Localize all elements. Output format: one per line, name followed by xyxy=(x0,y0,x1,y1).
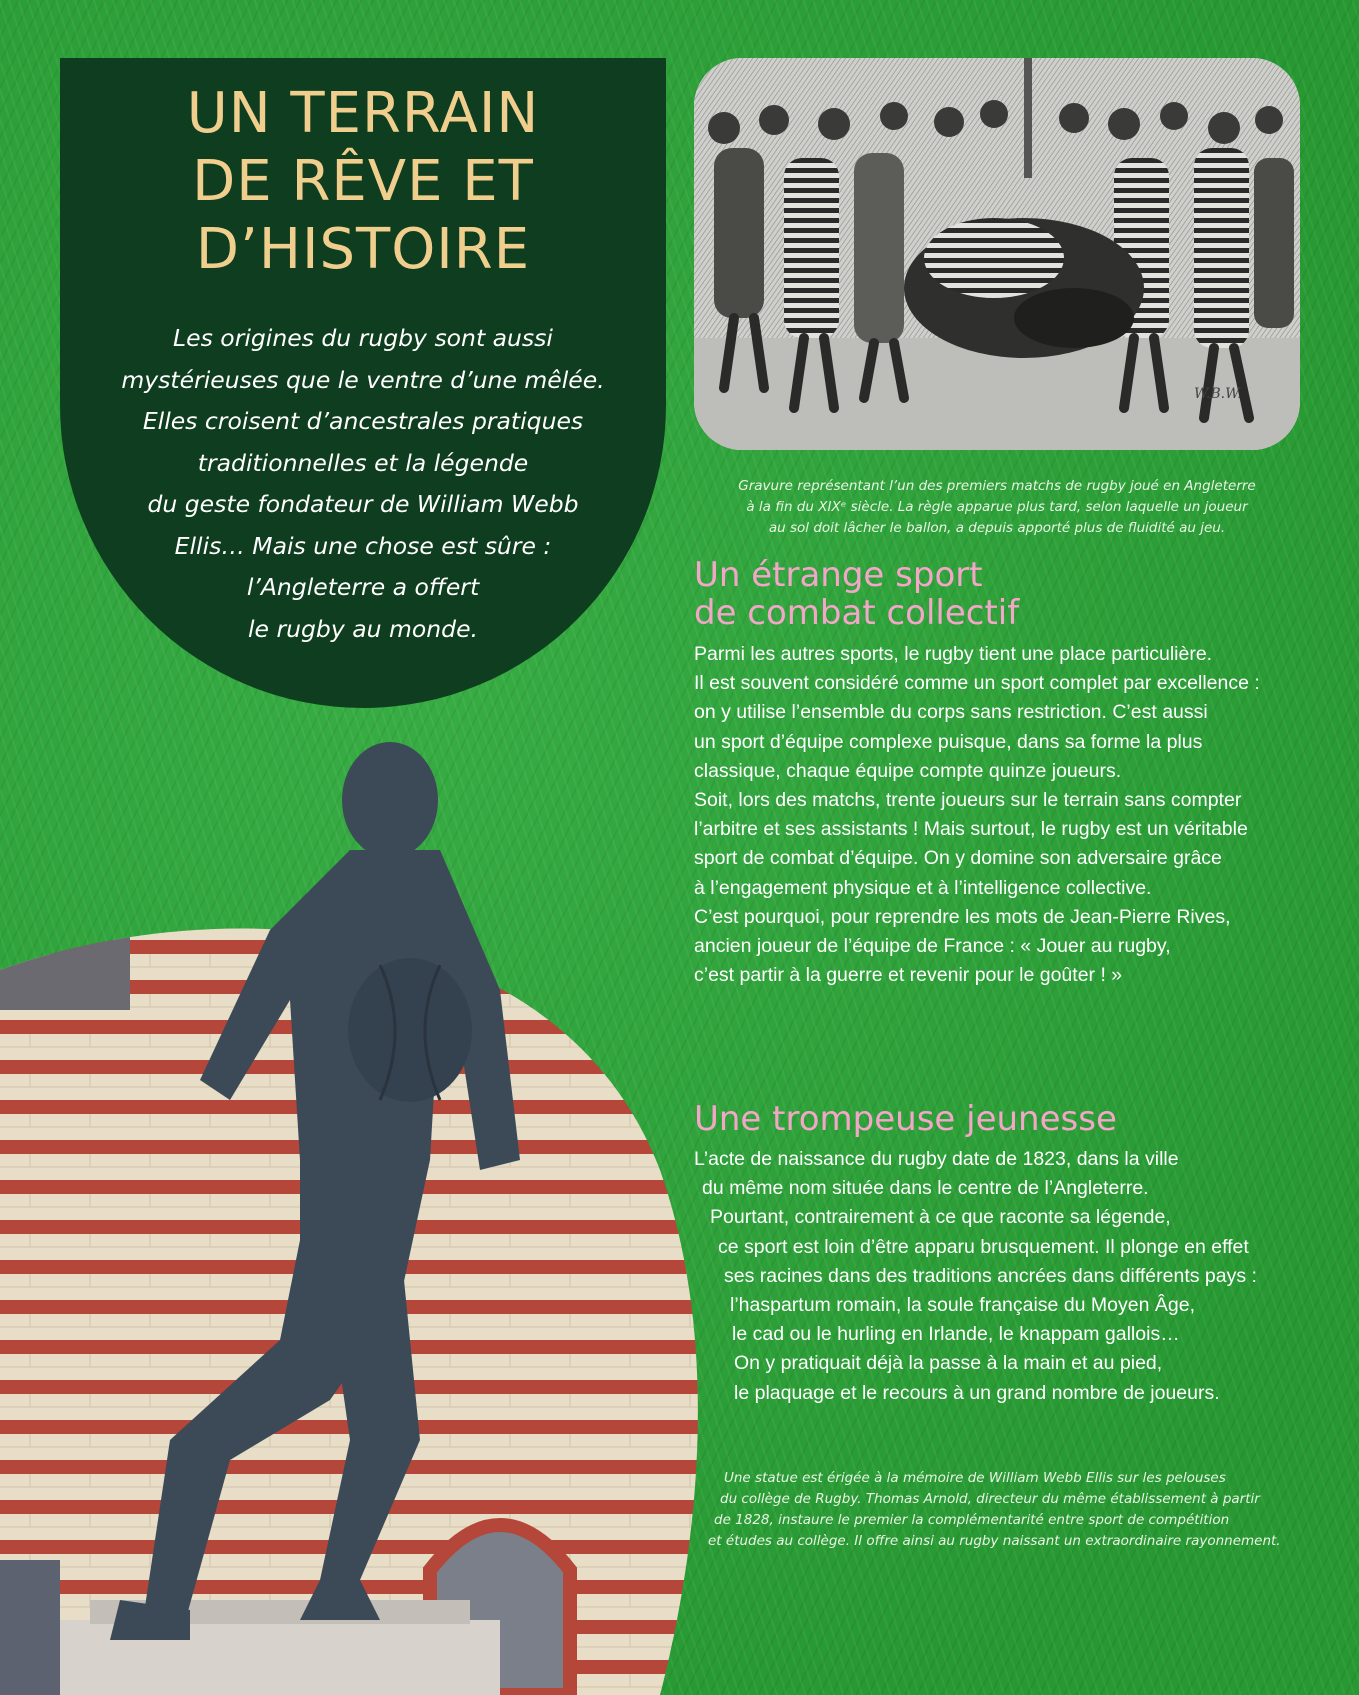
title-panel xyxy=(60,58,666,708)
body-line: L’acte de naissance du rugby date de 1823, dans la ville xyxy=(694,1148,1179,1170)
heading-line: de combat collectif xyxy=(694,593,1020,633)
heading-line: Une trompeuse jeunesse xyxy=(694,1099,1117,1139)
statue-caption xyxy=(700,1468,1320,1552)
intro-line: traditionnelles et la légende xyxy=(197,448,529,477)
caption-line: au sol doit lâcher le ballon, a depuis apporté plus de fluidité au jeu. xyxy=(768,520,1226,536)
intro-line: mystérieuses que le ventre d’une mêlée. xyxy=(121,365,605,394)
body-line: du même nom située dans le centre de l’Angleterre. xyxy=(702,1177,1149,1200)
engraving-illustration xyxy=(694,58,1300,450)
caption-line: du collège de Rugby. Thomas Arnold, directeur du même établissement à partir xyxy=(720,1491,1260,1507)
caption-line: de 1828, instaure le premier la complémentarité entre sport de compétition xyxy=(714,1512,1230,1528)
body-line: Soit, lors des matchs, trente joueurs sur le terrain sans compter xyxy=(694,789,1242,812)
engraving-signature: W.B.W. xyxy=(1194,386,1242,402)
body-line: sport de combat d’équipe. On y domine son adversaire grâce xyxy=(694,847,1222,870)
section2-body xyxy=(694,1145,1257,1408)
intro-line: du geste fondateur de William Webb xyxy=(147,490,579,518)
body-line: un sport d’équipe complexe puisque, dans sa forme la plus xyxy=(694,730,1203,753)
body-line: Parmi les autres sports, le rugby tient une place particulière. xyxy=(694,643,1213,665)
title-line: UN TERRAIN xyxy=(186,81,540,146)
caption-line: Gravure représentant l’un des premiers matchs de rugby joué en Angleterre xyxy=(738,478,1256,494)
body-line: ce sport est loin d’être apparu brusquement. Il plonge en effet xyxy=(718,1235,1249,1258)
body-line: Pourtant, contrairement à ce que raconte sa légende, xyxy=(710,1206,1171,1229)
heading-line: Un étrange sport xyxy=(694,555,983,595)
body-line: Il est souvent considéré comme un sport complet par excellence : xyxy=(694,672,1260,695)
intro-text xyxy=(83,318,643,650)
intro-line: l’Angleterre a offert xyxy=(246,573,480,601)
intro-line: Ellis… Mais une chose est sûre : xyxy=(174,531,552,560)
body-line: le plaquage et le recours à un grand nombre de joueurs. xyxy=(734,1381,1220,1404)
engraving-caption xyxy=(694,476,1300,539)
body-line: ses racines dans des traditions ancrées dans différents pays : xyxy=(724,1264,1257,1287)
body-line: on y utilise l’ensemble du corps sans restriction. C’est aussi xyxy=(694,701,1208,724)
body-line: On y pratiquait déjà la passe à la main et au pied, xyxy=(734,1352,1163,1375)
section2-heading xyxy=(694,1100,1117,1138)
body-line: à l’engagement physique et à l’intelligence collective. xyxy=(694,876,1152,899)
intro-line: le rugby au monde. xyxy=(248,614,478,643)
caption-line: et études au collège. Il offre ainsi au rugby naissant un extraordinaire rayonnement. xyxy=(708,1533,1281,1549)
page-title xyxy=(60,80,666,284)
body-line: c’est partir à la guerre et revenir pour le goûter ! » xyxy=(694,964,1123,987)
body-line: classique, chaque équipe compte quinze joueurs. xyxy=(694,759,1122,782)
body-line: l’arbitre et ses assistants ! Mais surtout, le rugby est un véritable xyxy=(694,818,1248,841)
body-line: le cad ou le hurling en Irlande, le knappam gallois… xyxy=(732,1323,1180,1346)
body-line: C’est pourquoi, pour reprendre les mots de Jean-Pierre Rives, xyxy=(694,905,1231,928)
section1-body xyxy=(694,640,1260,990)
title-line: DE RÊVE ET xyxy=(192,149,534,214)
body-line: l’haspartum romain, la soule française du Moyen Âge, xyxy=(730,1294,1195,1317)
caption-line: à la fin du XIXᵉ siècle. La règle apparue plus tard, selon laquelle un joueur xyxy=(746,499,1248,515)
caption-line: Une statue est érigée à la mémoire de William Webb Ellis sur les pelouses xyxy=(724,1470,1226,1486)
intro-line: Les origines du rugby sont aussi xyxy=(173,324,553,352)
title-line: D’HISTOIRE xyxy=(195,217,531,282)
statue-illustration xyxy=(0,740,720,1695)
body-line: ancien joueur de l’équipe de France : « Jouer au rugby, xyxy=(694,935,1171,958)
section1-heading xyxy=(694,556,1019,632)
intro-line: Elles croisent d’ancestrales pratiques xyxy=(142,407,584,435)
engraving-image xyxy=(694,58,1300,450)
statue-photo xyxy=(0,740,720,1695)
